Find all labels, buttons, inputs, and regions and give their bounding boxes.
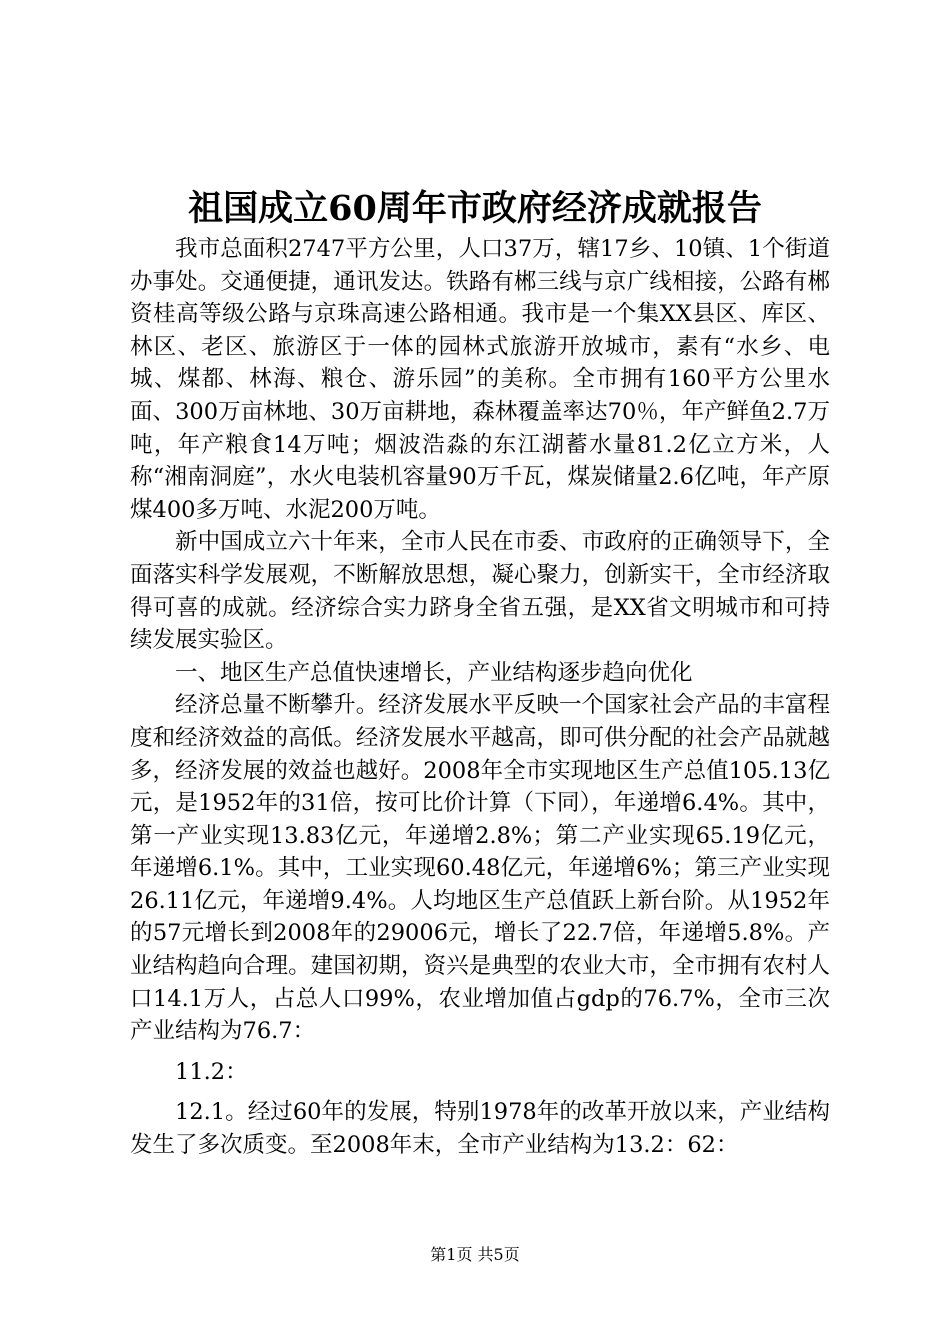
paragraph-economy: 经济总量不断攀升。经济发展水平反映一个国家社会产品的丰富程度和经济效益的高低。经济发展水平越高，即可供分配的社会产品就越多，经济发展的效益也越好。2008年全市实现地区生产总值105.13亿元，是1952年的31倍，按可比价计算（下同），年递增6.4%。其中，第一产业实现13.83亿元，年递增2.8%；第二产业实现65.19亿元，年递增6.1%。其中，工业实现60.48亿元，年递增6%；第三产业实现26.11亿元，年递增9.4%。人均地区生产总值跃上新台阶。从1952年的57元增长到2008年的29006元，增长了22.7倍，年递增5.8%。产业结构趋向合理。建国初期，资兴是典型的农业大市，全市拥有农村人口14.1万人，占总人口99%，农业增加值占gdp的76.7%，全市三次产业结构为76.7： bbox=[130, 692, 830, 1045]
paragraph-ratio-fragment: 11.2： bbox=[175, 1058, 248, 1085]
page-number-footer: 第1页 共5页 bbox=[430, 1245, 520, 1264]
paragraph-structure-change: 12.1。经过60年的发展，特别1978年的改革开放以来，产业结构发生了多次质变。至2008年末，全市产业结构为13.2：62： bbox=[130, 1099, 830, 1159]
document-body bbox=[130, 233, 830, 1162]
section-heading-gdp: 一、地区生产总值快速增长，产业结构逐步趋向优化 bbox=[175, 659, 693, 686]
paragraph-overview: 我市总面积2747平方公里，人口37万，辖17乡、10镇、1个街道办事处。交通便捷，通讯发达。铁路有郴三线与京广线相接，公路有郴资桂高等级公路与京珠高速公路相通。我市是一个集XX县区、库区、林区、老区、旅游区于一体的园林式旅游开放城市，素有“水乡、电城、煤都、林海、粮仓、游乐园”的美称。全市拥有160平方公里水面、300万亩林地、30万亩耕地，森林覆盖率达70％，年产鲜鱼2.7万吨，年产粮食14万吨；烟波浩淼的东江湖蓄水量81.2亿立方米，人称“湘南洞庭”，水火电装机容量90万千瓦，煤炭储量2.6亿吨，年产原煤400多万吨、水泥200万吨。 bbox=[130, 236, 830, 523]
paragraph-achievements: 新中国成立六十年来，全市人民在市委、市政府的正确领导下，全面落实科学发展观，不断解放思想，凝心聚力，创新实干，全市经济取得可喜的成就。经济综合实力跻身全省五强，是XX省文明城市和可持续发展实验区。 bbox=[130, 529, 830, 654]
document-title: 祖国成立60周年市政府经济成就报告 bbox=[188, 188, 762, 229]
